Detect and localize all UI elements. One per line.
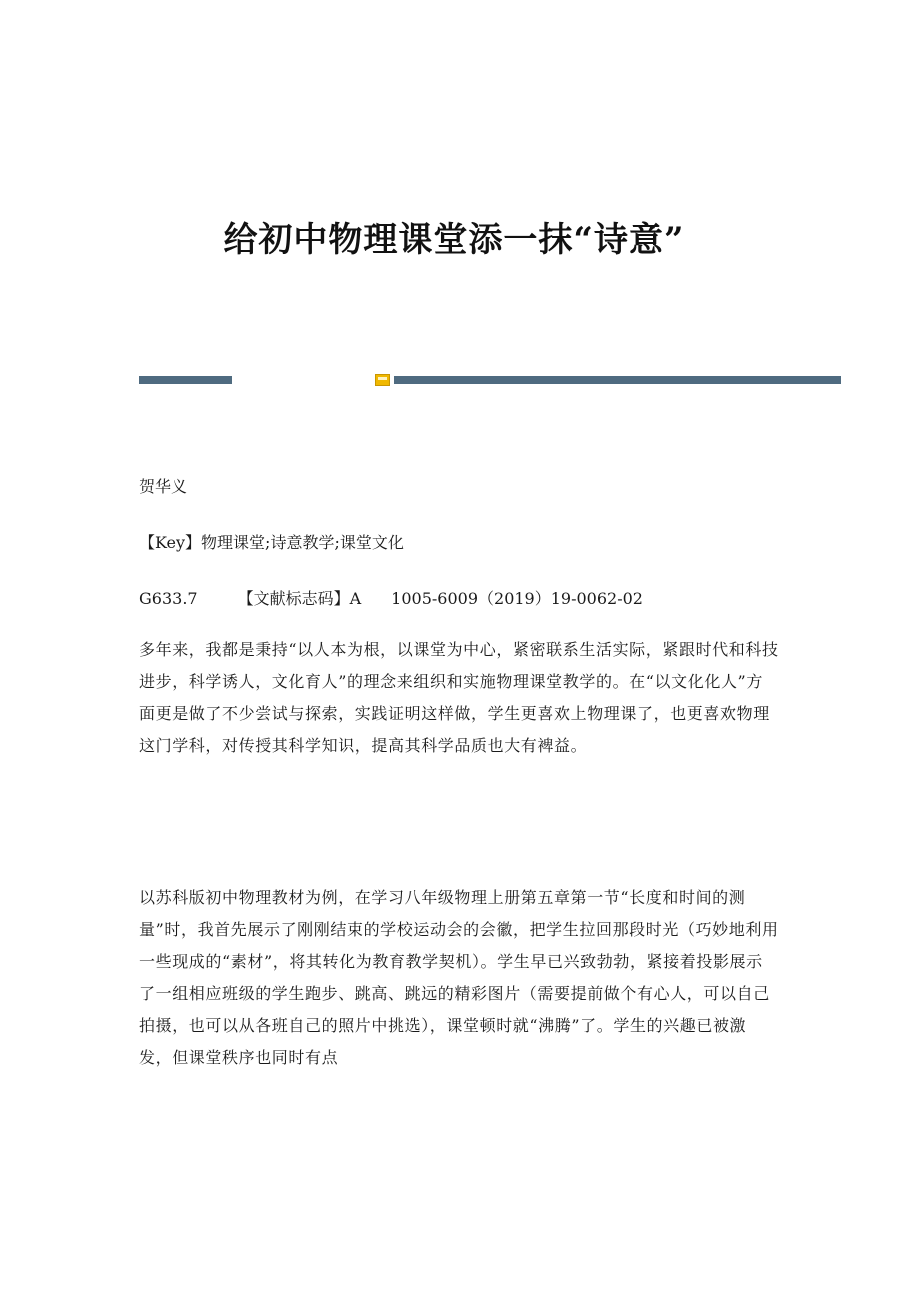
classification-line — [139, 586, 643, 609]
keywords-value: 物理课堂;诗意教学;课堂文化 — [201, 533, 404, 552]
author-name: 贺华义 — [139, 477, 188, 496]
class-number: G633.7 — [139, 589, 198, 608]
doc-code-label: 【文献标志码】 — [237, 589, 350, 608]
divider-emblem-icon — [375, 374, 390, 386]
title-divider — [139, 374, 841, 386]
divider-bar-right — [394, 376, 841, 384]
body-paragraph-1: 多年来，我都是秉持“以人本为根，以课堂为中心，紧密联系生活实际，紧跟时代和科技进步，科学诱人，文化育人”的理念来组织和实施物理课堂教学的。在“以文化化人”方面更是做了不少尝试与探索，实践证明这样做，学生更喜欢上物理课了，也更喜欢物理这门学科，对传授其科学知识，提高其科学品质也大有裨益。 — [139, 640, 779, 755]
doc-code-value: A — [349, 589, 362, 608]
document-title: 给初中物理课堂添一抹“诗意” — [223, 220, 685, 260]
keywords-label: 【Key】 — [139, 533, 202, 552]
keywords-line — [139, 530, 404, 553]
body-paragraph-2: 以苏科版初中物理教材为例，在学习八年级物理上册第五章第一节“长度和时间的测量”时，我首先展示了刚刚结束的学校运动会的会徽，把学生拉回那段时光（巧妙地利用一些现成的“素材”，将其转化为教育教学契机）。学生早已兴致勃勃，紧接着投影展示了一组相应班级的学生跑步、跳高、跳远的精彩图片（需要提前做个有心人，可以自己拍摄，也可以从各班自己的照片中挑选），课堂顿时就“沸腾”了。学生的兴趣已被激发，但课堂秩序也同时有点 — [139, 888, 779, 1067]
issn-info: 1005-6009（2019）19-0062-02 — [391, 589, 643, 608]
divider-bar-left — [139, 376, 232, 384]
